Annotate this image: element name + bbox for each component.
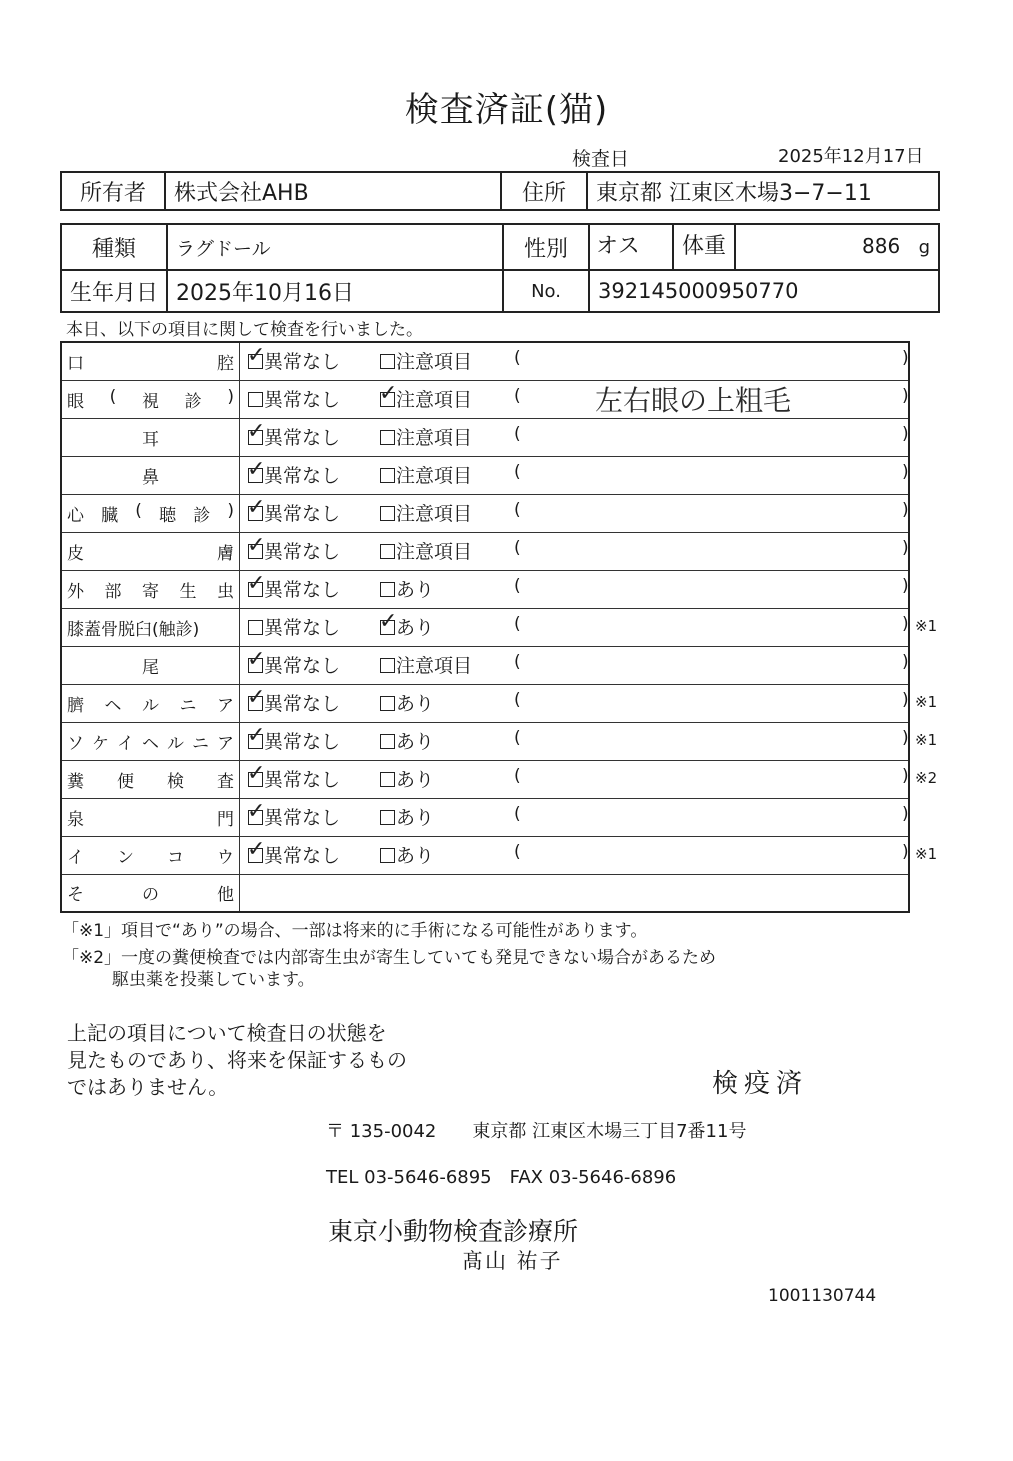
table-row bbox=[61, 722, 909, 760]
sex-weight-cell bbox=[589, 224, 939, 270]
paren-close: ) bbox=[902, 765, 909, 786]
checkbox-icon bbox=[247, 532, 266, 559]
item-cell bbox=[61, 836, 240, 874]
option-normal-label: 異常なし bbox=[264, 502, 341, 525]
check-mark-icon: ✓ bbox=[247, 646, 266, 672]
result-cell bbox=[240, 532, 910, 570]
disclaimer-line: 見たものであり、将来を保証するもの bbox=[67, 1048, 407, 1072]
inspection-table bbox=[60, 341, 910, 913]
option-normal-label: 異常なし bbox=[264, 351, 341, 373]
option-caution bbox=[380, 689, 434, 716]
item-label: イ ン コ ウ bbox=[67, 847, 234, 868]
exam-date-label: 検査日 bbox=[572, 148, 630, 170]
table-row bbox=[61, 836, 909, 874]
option-normal-label: 異常なし bbox=[264, 578, 341, 601]
item-label: 泉 門 bbox=[67, 809, 234, 830]
item-label: 皮 膚 bbox=[67, 543, 234, 564]
paren-close: ) bbox=[902, 461, 909, 482]
table-row bbox=[61, 342, 909, 380]
checkbox-icon bbox=[380, 658, 395, 673]
option-caution-label: 注意項目 bbox=[396, 540, 473, 563]
result-cell bbox=[240, 570, 910, 608]
item-label: 眼 ( 視 診 ) bbox=[67, 386, 234, 412]
table-row bbox=[61, 608, 909, 646]
item-label: 口 腔 bbox=[67, 353, 234, 374]
item-cell bbox=[61, 570, 240, 608]
checkbox-icon bbox=[247, 418, 266, 445]
breed-value: ラグドール bbox=[167, 224, 503, 270]
item-cell bbox=[61, 684, 240, 722]
birth-value: 2025年10月16日 bbox=[167, 270, 503, 312]
option-caution bbox=[380, 727, 434, 754]
option-normal-label: 異常なし bbox=[264, 730, 341, 753]
page-title: 検査済証(猫) bbox=[404, 90, 609, 130]
option-caution-label: 注意項目 bbox=[396, 388, 473, 411]
owner-table bbox=[60, 171, 940, 211]
checkbox-icon bbox=[247, 722, 266, 749]
item-label: 糞 便 検 査 bbox=[67, 771, 234, 792]
checkbox-icon bbox=[380, 810, 395, 825]
item-cell bbox=[61, 798, 240, 836]
checkbox-icon bbox=[247, 494, 266, 521]
table-row bbox=[61, 418, 909, 456]
check-mark-icon: ✓ bbox=[247, 722, 266, 748]
checkbox-icon bbox=[379, 380, 398, 407]
paren-close: ) bbox=[902, 575, 909, 596]
sex-value: オス bbox=[590, 225, 674, 269]
checkbox-icon bbox=[380, 544, 395, 559]
sex-label: 性別 bbox=[503, 224, 589, 270]
checkbox-icon bbox=[247, 456, 266, 483]
item-label: ソ ケ イ ヘ ル ニ ア bbox=[67, 733, 234, 754]
paren-close: ) bbox=[902, 423, 909, 444]
result-cell bbox=[240, 798, 910, 836]
paren-close: ) bbox=[902, 613, 909, 634]
paren-open: ( bbox=[514, 537, 521, 558]
weight-value: 886 bbox=[862, 234, 901, 258]
item-label: 膝蓋骨脱臼(触診) bbox=[67, 619, 200, 640]
option-caution-label: 注意項目 bbox=[396, 351, 473, 373]
option-caution bbox=[380, 765, 434, 792]
checkbox-icon bbox=[247, 646, 266, 673]
item-cell bbox=[61, 418, 240, 456]
item-label: 耳 bbox=[142, 429, 159, 450]
option-normal-label: 異常なし bbox=[264, 654, 341, 677]
table-row bbox=[61, 684, 909, 722]
option-normal-label: 異常なし bbox=[264, 844, 341, 867]
paren-open: ( bbox=[514, 461, 521, 482]
option-caution-label: 注意項目 bbox=[396, 654, 473, 677]
weight-label: 体重 bbox=[674, 225, 736, 269]
clinic-name: 東京小動物検査診療所 bbox=[328, 1217, 579, 1246]
checkbox-icon bbox=[380, 354, 395, 369]
option-caution bbox=[380, 537, 472, 564]
paren-close: ) bbox=[902, 348, 909, 368]
item-cell bbox=[61, 760, 240, 798]
pet-info-table bbox=[60, 223, 940, 313]
item-cell bbox=[61, 342, 240, 380]
clinic-phone-fax: TEL 03-5646-6895 FAX 03-5646-6896 bbox=[326, 1167, 677, 1188]
footnote-2-continued: 駆虫薬を投薬しています。 bbox=[112, 970, 315, 990]
option-caution-label: あり bbox=[396, 692, 435, 715]
option-caution-label: 注意項目 bbox=[396, 464, 473, 487]
paren-open: ( bbox=[514, 499, 521, 520]
result-cell bbox=[240, 418, 910, 456]
option-normal-label: 異常なし bbox=[264, 692, 341, 715]
other-notes-cell bbox=[240, 874, 910, 912]
owner-label: 所有者 bbox=[61, 172, 165, 210]
item-cell bbox=[61, 456, 240, 494]
option-normal bbox=[247, 343, 341, 374]
option-normal bbox=[247, 418, 341, 450]
paren-close: ) bbox=[902, 841, 909, 862]
table-row bbox=[61, 532, 909, 570]
checkbox-icon bbox=[380, 848, 395, 863]
option-caution-label: あり bbox=[396, 844, 435, 867]
option-normal bbox=[247, 684, 341, 716]
item-cell bbox=[61, 874, 240, 912]
item-label: 尾 bbox=[142, 657, 159, 678]
option-caution bbox=[380, 841, 434, 868]
item-label: 心 臓 ( 聴 診 ) bbox=[67, 500, 234, 526]
item-cell bbox=[61, 532, 240, 570]
checkbox-icon bbox=[247, 798, 266, 825]
table-row bbox=[61, 380, 909, 418]
disclaimer bbox=[67, 1020, 407, 1101]
check-mark-icon: ✓ bbox=[247, 456, 266, 482]
check-mark-icon: ✓ bbox=[247, 570, 266, 596]
handwritten-note: 左右眼の上粗毛 bbox=[595, 383, 792, 417]
paren-open: ( bbox=[514, 803, 521, 824]
option-caution-label: あり bbox=[396, 806, 435, 829]
paren-open: ( bbox=[514, 348, 521, 368]
item-cell bbox=[61, 646, 240, 684]
address-label: 住所 bbox=[501, 172, 587, 210]
check-mark-icon: ✓ bbox=[379, 608, 398, 634]
checkbox-icon bbox=[247, 570, 266, 597]
exam-date-value: 2025年12月17日 bbox=[778, 146, 924, 167]
table-row bbox=[61, 456, 909, 494]
paren-open: ( bbox=[514, 765, 521, 786]
weight-unit: g bbox=[918, 237, 930, 258]
clinic-address: 〒 135-0042 東京都 江東区木場三丁目7番11号 bbox=[326, 1121, 747, 1142]
option-normal bbox=[248, 385, 340, 412]
checkbox-icon bbox=[380, 468, 395, 483]
result-cell bbox=[240, 608, 910, 646]
paren-close: ) bbox=[902, 499, 909, 520]
check-mark-icon: ✓ bbox=[247, 760, 266, 786]
check-mark-icon: ✓ bbox=[247, 836, 266, 862]
table-row bbox=[61, 494, 909, 532]
paren-close: ) bbox=[902, 537, 909, 558]
item-label: 鼻 bbox=[142, 467, 159, 488]
weight-display bbox=[736, 224, 938, 270]
result-cell bbox=[240, 836, 910, 874]
option-normal bbox=[247, 570, 341, 602]
checkbox-icon bbox=[247, 684, 266, 711]
option-caution-label: あり bbox=[396, 730, 435, 753]
checkbox-icon bbox=[380, 734, 395, 749]
option-normal-label: 異常なし bbox=[264, 768, 341, 791]
option-caution bbox=[380, 423, 472, 450]
quarantine-stamp: 検疫済 bbox=[712, 1069, 809, 1099]
veterinarian-name: 髙山 祐子 bbox=[462, 1249, 563, 1273]
check-mark-icon: ✓ bbox=[379, 380, 398, 406]
footnote-1: 「※1」項目で“あり”の場合、一部は将来的に手術になる可能性があります。 bbox=[62, 921, 648, 941]
check-mark-icon: ✓ bbox=[247, 798, 266, 824]
item-cell bbox=[61, 494, 240, 532]
option-caution-label: あり bbox=[396, 616, 435, 639]
result-cell bbox=[240, 380, 910, 418]
option-normal bbox=[247, 836, 341, 868]
paren-open: ( bbox=[514, 841, 521, 862]
paren-close: ) bbox=[902, 385, 909, 406]
item-cell bbox=[61, 608, 240, 646]
item-cell bbox=[61, 380, 240, 418]
option-normal bbox=[247, 646, 341, 678]
option-normal bbox=[247, 494, 341, 526]
checkbox-icon bbox=[380, 430, 395, 445]
result-cell bbox=[240, 456, 910, 494]
footnote-marker: ※1 bbox=[915, 693, 938, 711]
checkbox-icon bbox=[380, 696, 395, 711]
checkbox-icon bbox=[247, 760, 266, 787]
table-row bbox=[61, 798, 909, 836]
option-normal-label: 異常なし bbox=[264, 540, 341, 563]
paren-open: ( bbox=[514, 689, 521, 710]
option-caution bbox=[379, 608, 435, 640]
option-normal bbox=[247, 456, 341, 488]
option-caution bbox=[380, 575, 434, 602]
address-value: 東京都 江東区木場3−7−11 bbox=[587, 172, 939, 210]
checkbox-icon bbox=[248, 620, 263, 635]
result-cell bbox=[240, 722, 910, 760]
option-normal-label: 異常なし bbox=[264, 388, 341, 411]
result-cell bbox=[240, 342, 910, 380]
option-caution bbox=[380, 499, 472, 526]
footnote-marker: ※1 bbox=[915, 617, 938, 635]
option-caution-label: あり bbox=[396, 768, 435, 791]
checkbox-icon bbox=[247, 343, 266, 369]
table-row bbox=[61, 570, 909, 608]
paren-open: ( bbox=[514, 385, 521, 406]
check-mark-icon: ✓ bbox=[247, 684, 266, 710]
checkbox-icon bbox=[380, 582, 395, 597]
item-label: そ の 他 bbox=[67, 885, 234, 906]
table-row-other bbox=[61, 874, 909, 912]
check-mark-icon: ✓ bbox=[247, 532, 266, 558]
footnote-2: 「※2」一度の糞便検査では内部寄生虫が寄生していても発見できない場合があるため bbox=[62, 948, 717, 968]
paren-open: ( bbox=[514, 423, 521, 444]
option-caution bbox=[380, 347, 472, 374]
option-caution bbox=[380, 461, 472, 488]
item-cell bbox=[61, 722, 240, 760]
checkbox-icon bbox=[380, 772, 395, 787]
option-caution-label: 注意項目 bbox=[396, 426, 473, 449]
checkbox-icon bbox=[379, 608, 398, 635]
item-label: 臍 ヘ ル ニ ア bbox=[67, 695, 234, 716]
paren-close: ) bbox=[902, 651, 909, 672]
footnote-marker: ※2 bbox=[915, 769, 938, 787]
checkbox-icon bbox=[247, 836, 266, 863]
option-normal bbox=[247, 760, 341, 792]
birth-label: 生年月日 bbox=[61, 270, 167, 312]
result-cell bbox=[240, 684, 910, 722]
check-mark-icon: ✓ bbox=[247, 343, 266, 368]
option-normal bbox=[248, 613, 340, 640]
option-caution bbox=[380, 803, 434, 830]
option-normal bbox=[247, 722, 341, 754]
option-normal-label: 異常なし bbox=[264, 426, 341, 449]
footnote-marker: ※1 bbox=[915, 731, 938, 749]
breed-label: 種類 bbox=[61, 224, 167, 270]
footnote-marker: ※1 bbox=[915, 845, 938, 863]
table-row bbox=[61, 760, 909, 798]
check-mark-icon: ✓ bbox=[247, 494, 266, 520]
disclaimer-line: 上記の項目について検査日の状態を bbox=[67, 1021, 387, 1045]
option-normal-label: 異常なし bbox=[264, 616, 341, 639]
option-caution-label: あり bbox=[396, 578, 435, 601]
checkbox-icon bbox=[248, 392, 263, 407]
result-cell bbox=[240, 760, 910, 798]
check-mark-icon: ✓ bbox=[247, 418, 266, 444]
option-normal bbox=[247, 532, 341, 564]
checkbox-icon bbox=[380, 506, 395, 521]
option-normal bbox=[247, 798, 341, 830]
option-normal-label: 異常なし bbox=[264, 464, 341, 487]
document-number: 1001130744 bbox=[768, 1286, 877, 1306]
no-value: 392145000950770 bbox=[589, 270, 939, 312]
option-normal-label: 異常なし bbox=[264, 806, 341, 829]
disclaimer-line: ではありません。 bbox=[67, 1075, 229, 1099]
item-label: 外 部 寄 生 虫 bbox=[67, 581, 234, 602]
paren-open: ( bbox=[514, 651, 521, 672]
paren-open: ( bbox=[514, 613, 521, 634]
intro-text: 本日、以下の項目に関して検査を行いました。 bbox=[66, 320, 423, 340]
table-row bbox=[61, 646, 909, 684]
paren-close: ) bbox=[902, 727, 909, 748]
no-label: No. bbox=[503, 270, 589, 312]
paren-close: ) bbox=[902, 803, 909, 824]
paren-open: ( bbox=[514, 575, 521, 596]
owner-value: 株式会社AHB bbox=[165, 172, 501, 210]
paren-close: ) bbox=[902, 689, 909, 710]
option-caution-label: 注意項目 bbox=[396, 502, 473, 525]
option-caution bbox=[379, 380, 473, 412]
option-caution bbox=[380, 651, 472, 678]
result-cell bbox=[240, 646, 910, 684]
result-cell bbox=[240, 494, 910, 532]
paren-open: ( bbox=[514, 727, 521, 748]
